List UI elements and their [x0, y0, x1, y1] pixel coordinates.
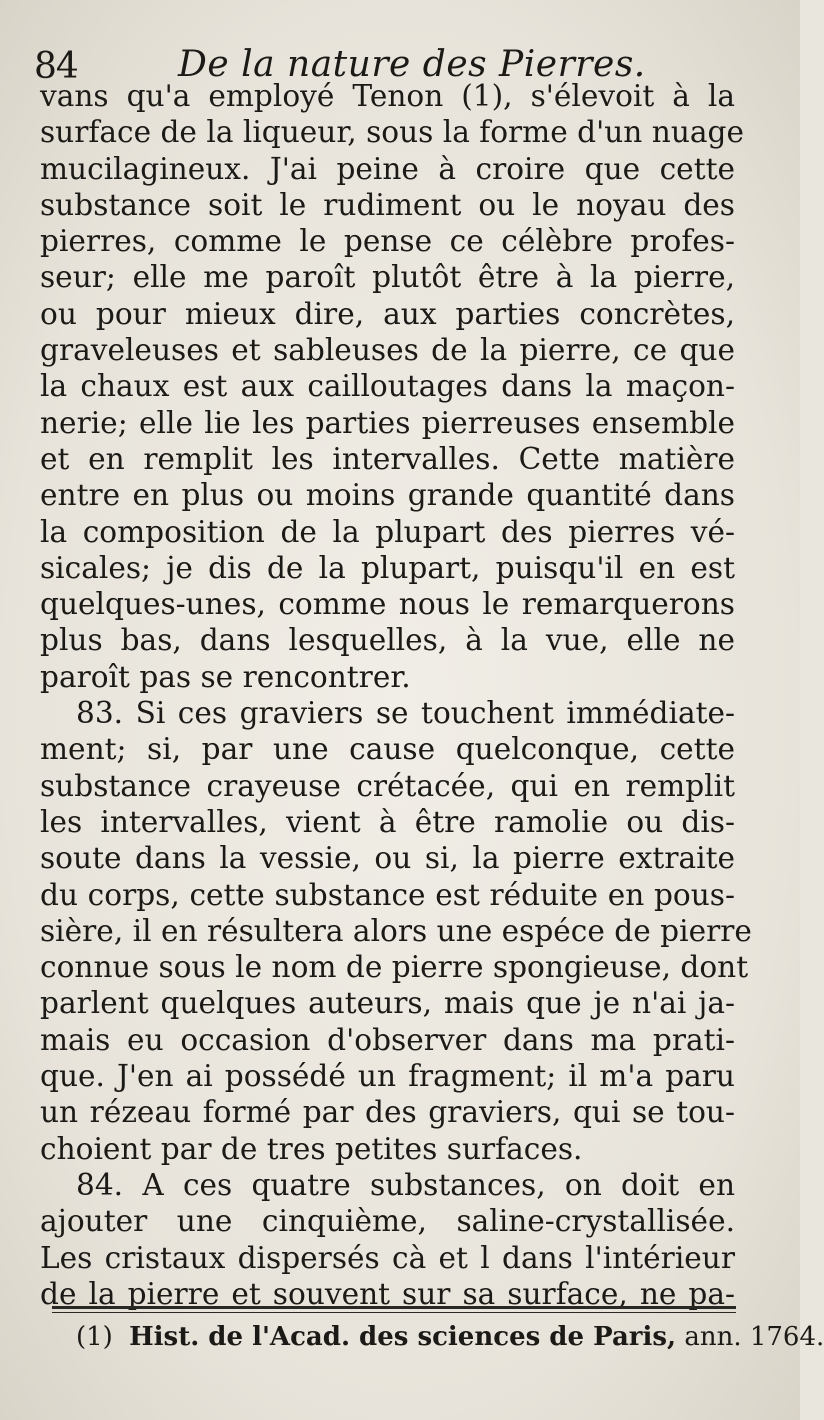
body-text: [40, 78, 752, 1312]
footnote-rule-thin: [52, 1312, 736, 1313]
footnote: [76, 1322, 824, 1352]
text-line: du corps, cette substance est réduite en pous-: [40, 877, 735, 912]
footnote-marker: (1): [76, 1322, 113, 1352]
text-line: paroît pas se rencontrer.: [40, 659, 411, 694]
running-title: De la nature des Pierres.: [178, 44, 646, 85]
text-line: substance soit le rudiment ou le noyau des: [40, 187, 735, 222]
text-line: Les cristaux dispersés cà et l dans l'intérieur: [40, 1240, 735, 1275]
text-line: entre en plus ou moins grande quantité dans: [40, 478, 735, 513]
text-line: ou pour mieux dire, aux parties concrètes,: [40, 296, 735, 331]
text-line: ajouter une cinquième, saline-crystallisée.: [40, 1204, 735, 1239]
text-line: les intervalles, vient à être ramolie ou dis-: [40, 804, 735, 839]
text-line: mucilagineux. J'ai peine à croire que cette: [40, 151, 735, 186]
text-line: la chaux est aux cailloutages dans la maçon-: [40, 369, 735, 404]
text-line: connue sous le nom de pierre spongieuse, dont: [40, 950, 749, 985]
text-line: que. J'en ai possédé un fragment; il m'a paru: [40, 1059, 735, 1094]
text-line: mais eu occasion d'observer dans ma prati-: [40, 1022, 735, 1057]
footnote-rule: [52, 1306, 736, 1309]
text-line: graveleuses et sableuses de la pierre, ce que: [40, 333, 735, 368]
text-line: substance crayeuse crétacée, qui en remplit: [40, 768, 735, 803]
paragraph-83-start: 83. Si ces graviers se touchent immédiate-: [76, 696, 735, 731]
text-line: sière, il en résultera alors une espéce de pierre: [40, 913, 752, 948]
text-line: vans qu'a employé Tenon (1), s'élevoit à la: [40, 79, 735, 113]
text-line: de la pierre et souvent sur sa surface, ne pa-: [40, 1276, 735, 1311]
footnote-date: ann. 1764.: [684, 1322, 824, 1352]
text-line: sicales; je dis de la plupart, puisqu'il en est: [40, 550, 735, 585]
text-line: plus bas, dans lesquelles, à la vue, elle ne: [40, 623, 735, 658]
text-line: nerie; elle lie les parties pierreuses ensemble: [40, 405, 735, 440]
text-line: parlent quelques auteurs, mais que je n'ai ja-: [40, 986, 735, 1021]
text-line: la composition de la plupart des pierres vé-: [40, 514, 735, 549]
text-line: soute dans la vessie, ou si, la pierre extraite: [40, 841, 735, 876]
paragraph-84-start: 84. A ces quatre substances, on doit en: [76, 1167, 735, 1202]
page-number: 84: [34, 46, 78, 87]
text-line: seur; elle me paroît plutôt être à la pierre,: [40, 260, 735, 295]
text-line: ment; si, par une cause quelconque, cette: [40, 732, 735, 767]
text-line: et en remplit les intervalles. Cette matière: [40, 441, 735, 476]
text-line: surface de la liqueur, sous la forme d'un nuage: [40, 115, 744, 150]
footnote-text: Hist. de l'Acad. des sciences de Paris,: [129, 1322, 677, 1352]
text-line: quelques-unes, comme nous le remarquerons: [40, 587, 735, 622]
text-line: choient par de tres petites surfaces.: [40, 1131, 583, 1166]
text-line: un rézeau formé par des graviers, qui se tou-: [40, 1095, 735, 1130]
text-line: pierres, comme le pense ce célèbre profes-: [40, 224, 735, 259]
